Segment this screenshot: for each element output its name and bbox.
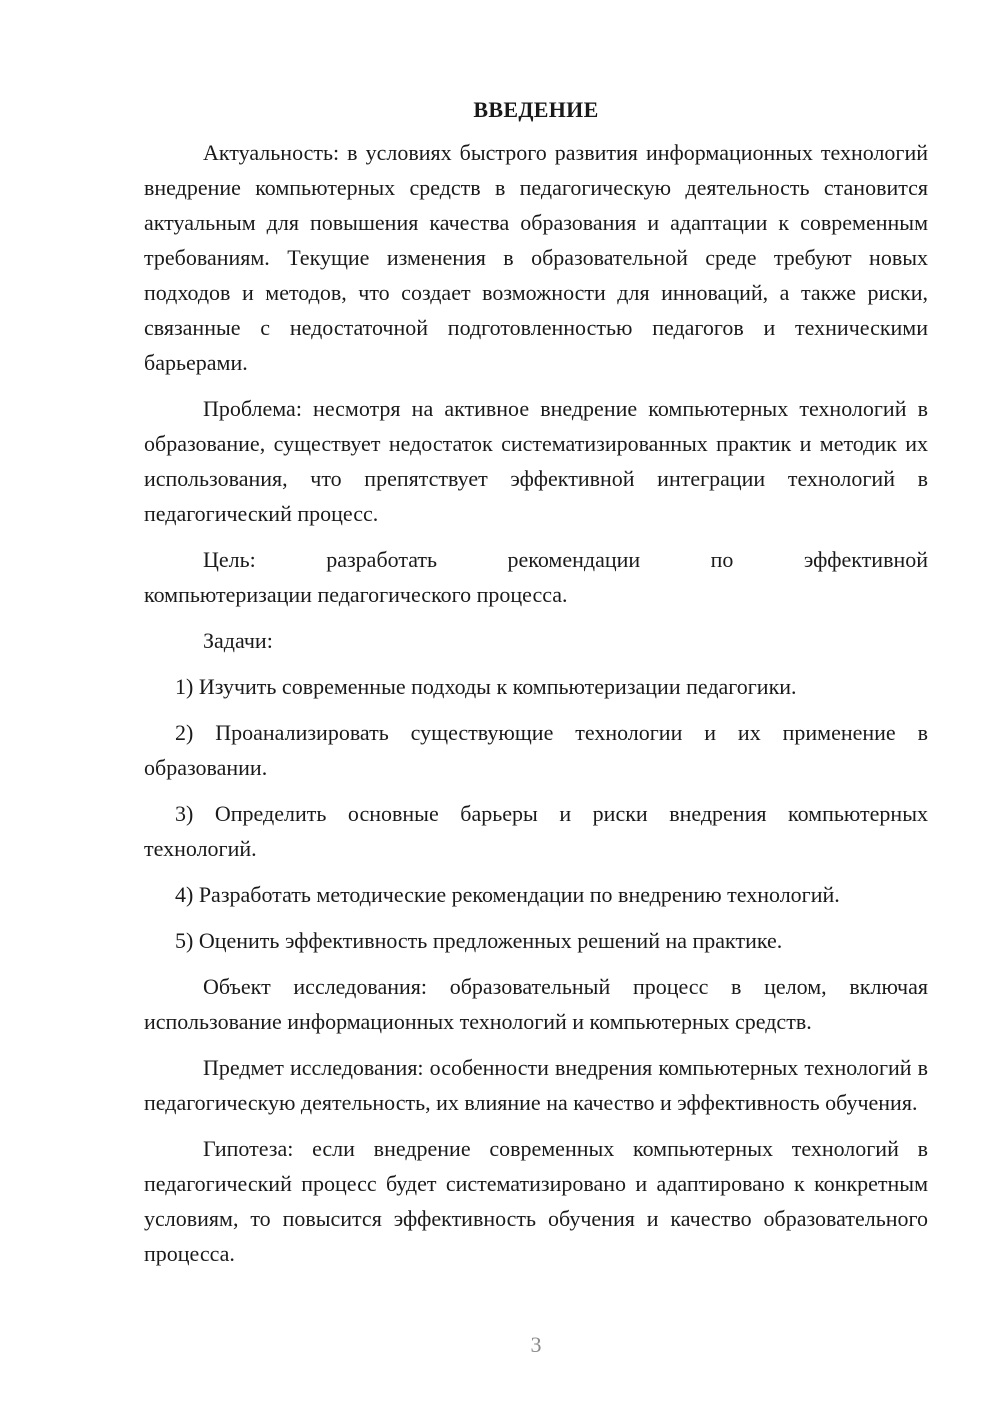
task-item-5: 5) Оценить эффективность предложенных решений на практике. [175,928,783,953]
task-item-4: 4) Разработать методические рекомендации по внедрению технологий. [175,882,840,907]
tasks-list [144,669,928,958]
goal-line-2: компьютеризации педагогического процесса. [144,582,568,607]
page-number: 3 [530,1332,542,1357]
paragraph-goal [144,542,928,612]
paragraph-problem: Проблема: несмотря на активное внедрение компьютерных технологий в образование, существует недостаток систематизированных практик и методик их использования, что препятствует эффективной интеграции технологий в педагогический процесс. [144,396,928,526]
tasks-heading: Задачи: [203,628,273,653]
paragraph-subject: Предмет исследования: особенности внедрения компьютерных технологий в педагогическую деятельность, их влияние на качество и эффективность обучения. [144,1055,928,1115]
paragraph-hypothesis: Гипотеза: если внедрение современных компьютерных технологий в педагогический процесс будет систематизировано и адаптировано к конкретным условиям, то повысится эффективность обучения и качество образовательного процесса. [144,1136,928,1266]
paragraph-relevance: Актуальность: в условиях быстрого развития информационных технологий внедрение компьютерных средств в педагогическую деятельность становится актуальным для повышения качества образования и адаптации к современным требованиям. Текущие изменения в образовательной среде требуют новых подходов и методов, что создает возможности для инноваций, а также риски, связанные с недостаточной подготовленностью педагогов и техническими барьерами. [144,140,928,375]
task-item-1: 1) Изучить современные подходы к компьютеризации педагогики. [175,674,797,699]
paragraph-object: Объект исследования: образовательный процесс в целом, включая использование информационных технологий и компьютерных средств. [144,974,928,1034]
task-item-3: 3) Определить основные барьеры и риски внедрения компьютерных технологий. [144,801,928,861]
goal-line-1: Цель: разработать рекомендации по эффективной [203,547,928,572]
section-title: ВВЕДЕНИЕ [473,97,599,122]
document-page [144,92,928,1282]
task-item-2: 2) Проанализировать существующие технологии и их применение в образовании. [144,720,928,780]
